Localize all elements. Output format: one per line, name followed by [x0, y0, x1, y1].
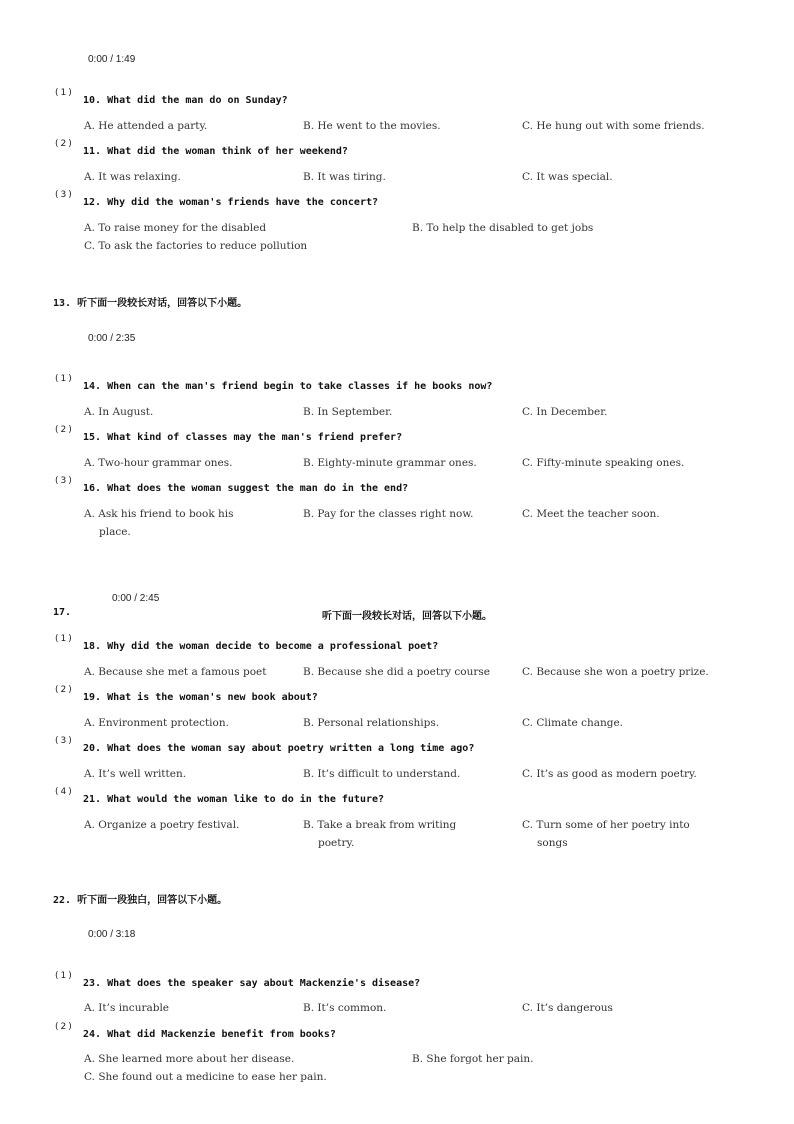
section-heading: 22. 听下面一段独白，回答以下小题。: [53, 895, 228, 906]
option-c[interactable]: C. To ask the factories to reduce pollution: [84, 240, 308, 252]
question-number: (1): [55, 971, 74, 981]
option-a[interactable]: A. Environment protection.: [84, 717, 229, 729]
question-number: (3): [55, 190, 74, 200]
section-heading-number: 17.: [53, 607, 72, 618]
option-a[interactable]: A. Two-hour grammar ones.: [84, 457, 233, 469]
question-number: (3): [55, 736, 74, 746]
audio-player-time[interactable]: 0:00 / 2:35: [88, 333, 136, 344]
option-a[interactable]: A. It’s incurable: [84, 1002, 170, 1014]
option-b[interactable]: B. She forgot her pain.: [412, 1053, 534, 1065]
question-text: 24. What did Mackenzie benefit from books?: [83, 1029, 336, 1040]
option-b[interactable]: B. Pay for the classes right now.: [303, 508, 474, 520]
option-a[interactable]: A. To raise money for the disabled: [84, 222, 267, 234]
question-text: 14. When can the man's friend begin to take classes if he books now?: [83, 381, 493, 392]
option-a[interactable]: A. Ask his friend to book his: [84, 508, 234, 520]
option-c[interactable]: C. Meet the teacher soon.: [522, 508, 660, 520]
question-text: 10. What did the man do on Sunday?: [83, 95, 288, 106]
option-c[interactable]: C. Fifty-minute speaking ones.: [522, 457, 685, 469]
option-b[interactable]: B. It was tiring.: [303, 171, 386, 183]
question-number: (2): [55, 1022, 74, 1032]
option-c[interactable]: C. She found out a medicine to ease her pain.: [84, 1071, 327, 1083]
option-b[interactable]: B. Take a break from writing: [303, 819, 457, 831]
section-heading: 13. 听下面一段较长对话，回答以下小题。: [53, 298, 248, 309]
option-c[interactable]: C. It was special.: [522, 171, 613, 183]
question-text: 11. What did the woman think of her weekend?: [83, 146, 348, 157]
option-a[interactable]: A. She learned more about her disease.: [84, 1053, 295, 1065]
question-text: 16. What does the woman suggest the man do in the end?: [83, 483, 409, 494]
option-b[interactable]: B. To help the disabled to get jobs: [412, 222, 594, 234]
audio-player-time[interactable]: 0:00 / 2:45: [112, 593, 160, 604]
option-b[interactable]: B. In September.: [303, 406, 393, 418]
option-c-continued: songs: [537, 837, 568, 849]
option-b[interactable]: B. Because she did a poetry course: [303, 666, 490, 678]
option-c[interactable]: C. It’s as good as modern poetry.: [522, 768, 697, 780]
question-number: (1): [55, 88, 74, 98]
option-b[interactable]: B. He went to the movies.: [303, 120, 441, 132]
option-a-continued: place.: [99, 526, 131, 538]
option-b[interactable]: B. It’s difficult to understand.: [303, 768, 461, 780]
option-c[interactable]: C. In December.: [522, 406, 608, 418]
question-number: (1): [55, 374, 74, 384]
question-number: (2): [55, 425, 74, 435]
option-c[interactable]: C. Because she won a poetry prize.: [522, 666, 709, 678]
question-number: (2): [55, 685, 74, 695]
option-a[interactable]: A. Because she met a famous poet: [84, 666, 267, 678]
question-number: (3): [55, 476, 74, 486]
option-a[interactable]: A. Organize a poetry festival.: [84, 819, 240, 831]
option-a[interactable]: A. In August.: [84, 406, 154, 418]
question-text: 12. Why did the woman's friends have the concert?: [83, 197, 379, 208]
question-text: 23. What does the speaker say about Mackenzie's disease?: [83, 978, 421, 989]
question-number: (2): [55, 139, 74, 149]
question-text: 18. Why did the woman decide to become a professional poet?: [83, 641, 439, 652]
option-c[interactable]: C. He hung out with some friends.: [522, 120, 705, 132]
option-c[interactable]: C. Climate change.: [522, 717, 624, 729]
audio-player-time[interactable]: 0:00 / 3:18: [88, 929, 136, 940]
question-text: 19. What is the woman's new book about?: [83, 692, 318, 703]
option-a[interactable]: A. It’s well written.: [84, 768, 187, 780]
question-text: 15. What kind of classes may the man's friend prefer?: [83, 432, 403, 443]
option-a[interactable]: A. He attended a party.: [84, 120, 208, 132]
option-b-continued: poetry.: [318, 837, 355, 849]
option-c[interactable]: C. Turn some of her poetry into: [522, 819, 690, 831]
question-text: 20. What does the woman say about poetry written a long time ago?: [83, 743, 475, 754]
option-b[interactable]: B. It’s common.: [303, 1002, 387, 1014]
audio-player-time[interactable]: 0:00 / 1:49: [88, 54, 136, 65]
option-c[interactable]: C. It’s dangerous: [522, 1002, 613, 1014]
question-text: 21. What would the woman like to do in the future?: [83, 794, 385, 805]
question-number: (1): [55, 634, 74, 644]
option-b[interactable]: B. Eighty-minute grammar ones.: [303, 457, 477, 469]
section-heading: 听下面一段较长对话，回答以下小题。: [322, 611, 492, 622]
question-number: (4): [55, 787, 74, 797]
option-b[interactable]: B. Personal relationships.: [303, 717, 440, 729]
option-a[interactable]: A. It was relaxing.: [84, 171, 181, 183]
